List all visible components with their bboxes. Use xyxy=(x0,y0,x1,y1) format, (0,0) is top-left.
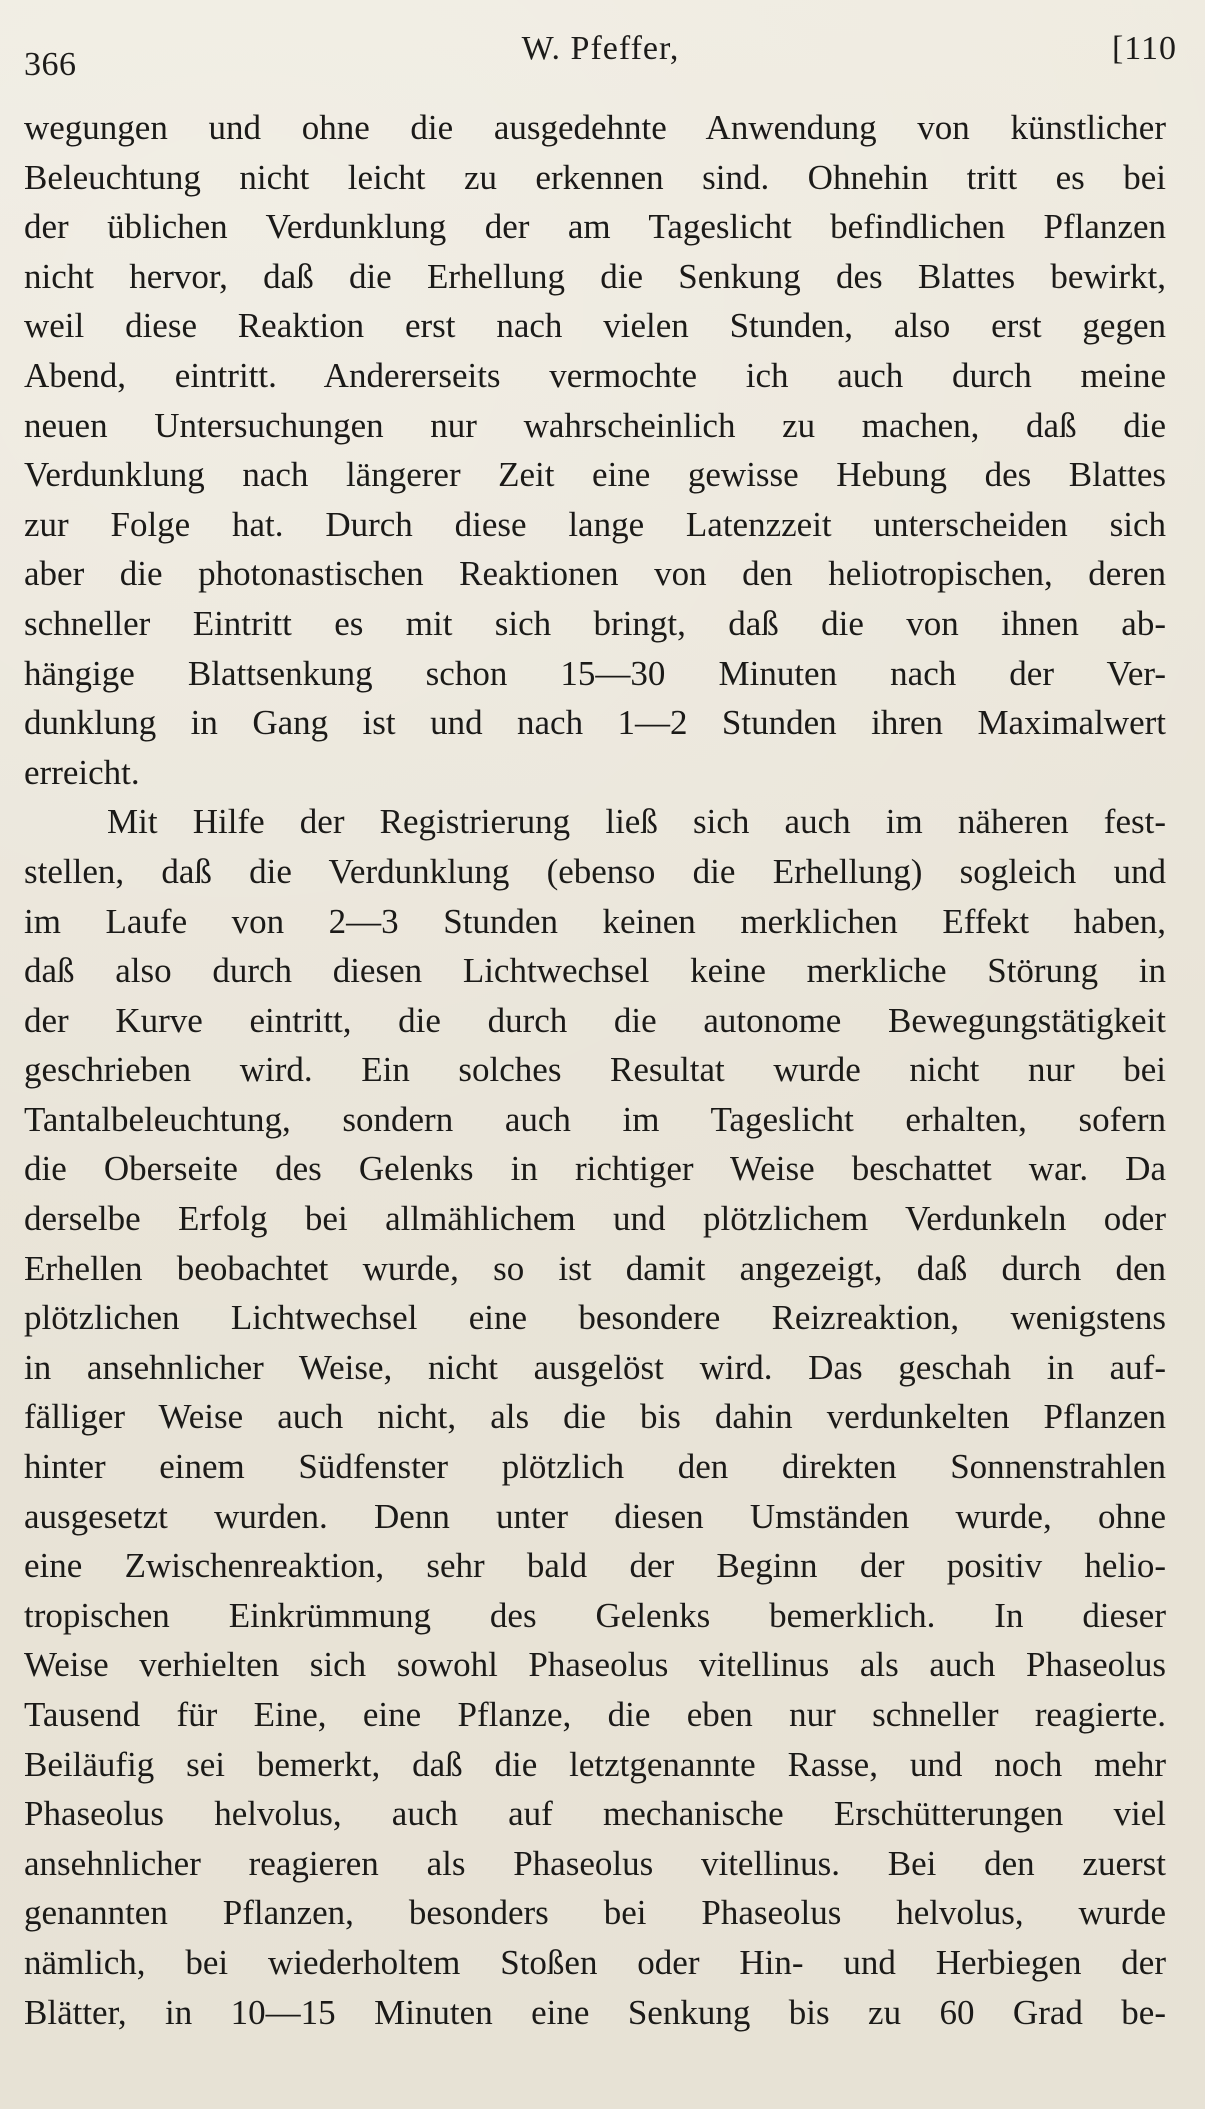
page-number: 366 xyxy=(24,46,77,83)
text-line: Abend, eintritt. Andererseits vermochte ich auch durch meine xyxy=(24,355,1166,395)
text-line: Beleuchtung nicht leicht zu erkennen sind. Ohnehin tritt es bei xyxy=(24,157,1166,197)
text-line: Weise verhielten sich sowohl Phaseolus vitellinus als auch Phaseolus xyxy=(24,1645,1166,1685)
text-line: neuen Untersuchungen nur wahrscheinlich zu machen, daß die xyxy=(24,405,1166,445)
text-line: derselbe Erfolg bei allmählichem und plötzlichem Verdunkeln oder xyxy=(24,1199,1166,1239)
text-line: die Oberseite des Gelenks in richtiger Weise beschattet war. Da xyxy=(24,1149,1166,1189)
text-line: ausgesetzt wurden. Denn unter diesen Umständen wurde, ohne xyxy=(24,1496,1166,1536)
text-line: fälliger Weise auch nicht, als die bis dahin verdunkelten Pflanzen xyxy=(24,1397,1166,1437)
text-line: aber die photonastischen Reaktionen von den heliotropischen, deren xyxy=(24,554,1166,594)
text-line: Erhellen beobachtet wurde, so ist damit angezeigt, daß durch den xyxy=(24,1248,1166,1288)
text-line: stellen, daß die Verdunklung (ebenso die Erhellung) sogleich und xyxy=(24,851,1166,891)
text-line: Verdunklung nach längerer Zeit eine gewisse Hebung des Blattes xyxy=(24,455,1166,495)
text-line: genannten Pflanzen, besonders bei Phaseolus helvolus, wurde xyxy=(24,1893,1166,1933)
text-line: nicht hervor, daß die Erhellung die Senkung des Blattes bewirkt, xyxy=(24,256,1166,296)
text-line: ansehnlicher reagieren als Phaseolus vitellinus. Bei den zuerst xyxy=(24,1843,1166,1883)
text-line: Tantalbeleuchtung, sondern auch im Tageslicht erhalten, sofern xyxy=(24,1099,1166,1139)
text-line: schneller Eintritt es mit sich bringt, daß die von ihnen ab- xyxy=(24,603,1166,643)
page-header xyxy=(24,22,1177,82)
text-line: daß also durch diesen Lichtwechsel keine merkliche Störung in xyxy=(24,951,1166,991)
text-line: der Kurve eintritt, die durch die autonome Bewegungstätigkeit xyxy=(24,1000,1166,1040)
text-line: erreicht. xyxy=(24,752,140,792)
text-line: plötzlichen Lichtwechsel eine besondere Reizreaktion, wenigstens xyxy=(24,1298,1166,1338)
text-line: hinter einem Südfenster plötzlich den direkten Sonnenstrahlen xyxy=(24,1447,1166,1487)
text-line: weil diese Reaktion erst nach vielen Stunden, also erst gegen xyxy=(24,306,1166,346)
text-line: tropischen Einkrümmung des Gelenks bemerklich. In dieser xyxy=(24,1595,1166,1635)
running-head: W. Pfeffer, xyxy=(521,30,680,67)
text-line: nämlich, bei wiederholtem Stoßen oder Hin- und Herbiegen der xyxy=(24,1942,1166,1982)
text-line: der üblichen Verdunklung der am Tageslicht befindlichen Pflanzen xyxy=(24,207,1166,247)
body-text xyxy=(24,103,1166,2037)
text-line: Beiläufig sei bemerkt, daß die letztgenannte Rasse, und noch mehr xyxy=(24,1744,1166,1784)
text-line: hängige Blattsenkung schon 15—30 Minuten nach der Ver- xyxy=(24,653,1166,693)
text-line: geschrieben wird. Ein solches Resultat wurde nicht nur bei xyxy=(24,1050,1166,1090)
text-line: in ansehnlicher Weise, nicht ausgelöst wird. Das geschah in auf- xyxy=(24,1347,1166,1387)
text-line: Blätter, in 10—15 Minuten eine Senkung bis zu 60 Grad be- xyxy=(24,1992,1166,2032)
text-line: dunklung in Gang ist und nach 1—2 Stunden ihren Maximalwert xyxy=(24,703,1166,743)
text-line: zur Folge hat. Durch diese lange Latenzzeit unterscheiden sich xyxy=(24,504,1166,544)
text-line: im Laufe von 2—3 Stunden keinen merklichen Effekt haben, xyxy=(24,901,1166,941)
text-line: wegungen und ohne die ausgedehnte Anwendung von künstlicher xyxy=(24,108,1166,147)
text-line: Tausend für Eine, eine Pflanze, die eben nur schneller reagierte. xyxy=(24,1695,1166,1734)
text-line: eine Zwischenreaktion, sehr bald der Beginn der positiv helio- xyxy=(24,1546,1166,1586)
text-line: Mit Hilfe der Registrierung ließ sich auch im näheren fest- xyxy=(107,802,1166,842)
header-right-marker: [110 xyxy=(1111,30,1177,67)
text-line: Phaseolus helvolus, auch auf mechanische Erschütterungen viel xyxy=(24,1794,1166,1834)
